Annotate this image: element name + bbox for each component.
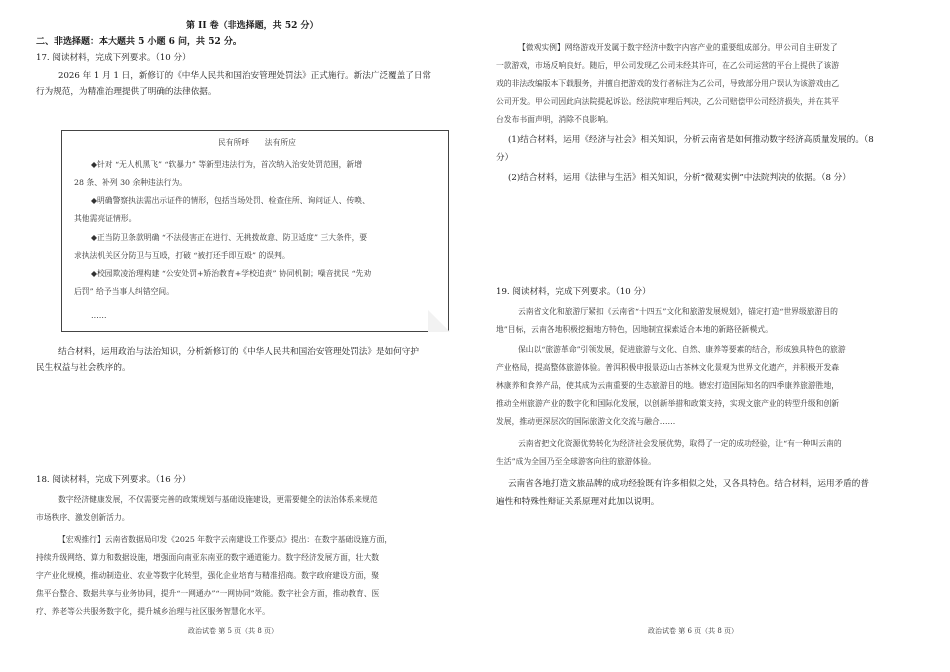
micro-line2: 一款游戏，市场反响良好。随后，甲公司发现乙公司未经其许可，在乙公司运营的平台上提供了该游 bbox=[496, 61, 840, 70]
micro-line5: 台发布书面声明，消除不良影响。 bbox=[496, 115, 613, 124]
q19-p3-line2: 生活”成为全国乃至全球游客向往的旅游体验。 bbox=[496, 457, 656, 466]
q19-p1-line2: 地”目标，云南各地积极挖掘地方特色，因地制宜探索适合本地的新路径新模式。 bbox=[496, 325, 773, 334]
q18-intro-line1: 数字经济健康发展，不仅需要完善的政策规划与基础设施建设，更需要健全的法治体系来规范 bbox=[58, 495, 378, 504]
page-footer-left: 政治试卷 第 5 页（共 8 页） bbox=[188, 627, 279, 635]
q19-p3-line1: 云南省把文化资源优势转化为经济社会发展优势，取得了一定的成功经验，让“有一种叫云南的 bbox=[518, 439, 842, 448]
q17-question-line2: 民生权益与社会秩序的。 bbox=[36, 363, 131, 373]
page-curl-decoration bbox=[428, 310, 450, 332]
q18-heading: 18. 阅读材料，完成下列要求。（16 分） bbox=[36, 475, 191, 485]
q17-intro-line2: 行为规范，为精准治理提供了明确的法律依据。 bbox=[36, 87, 217, 97]
q18-sub2: (2)结合材料，运用《法律与生活》相关知识，分析“微观实例”中法院判决的依据。（8 分） bbox=[508, 173, 851, 183]
box-bullet-1a: ◆针对 “无人机黑飞” “软暴力” 等新型违法行为，首次纳入治安处罚范围，新增 bbox=[91, 160, 363, 169]
q18-macro-line3: 字产业化规模，推动制造业、农业等数字化转型，强化企业培育与精准招商。数字政府建设方面，聚 bbox=[36, 571, 380, 580]
page-footer-right: 政治试卷 第 6 页（共 8 页） bbox=[648, 627, 739, 635]
q18-macro-line4: 焦平台整合、数据共享与业务协同，提升“一网通办”“一网协同”效能。数字社会方面，推动教育、医 bbox=[36, 589, 380, 598]
q18-sub1-line1: (1)结合材料，运用《经济与社会》相关知识，分析云南省是如何推动数字经济高质量发展的。（8 bbox=[508, 135, 874, 145]
q19-question-line2: 遍性和特殊性辩证关系原理对此加以说明。 bbox=[496, 497, 660, 507]
q19-heading: 19. 阅读材料，完成下列要求。（10 分） bbox=[496, 287, 651, 297]
section-title: 第 II 卷（非选择题，共 52 分） bbox=[186, 21, 319, 31]
q19-p2-line2: 产业格局，提高整体旅游体验。普洱积极申报景迈山古茶林文化景观为世界文化遗产，并积极开发森 bbox=[496, 363, 840, 372]
q18-sub1-line2: 分） bbox=[496, 153, 514, 163]
q18-macro-line1: 【宏观推行】云南省数据局印发《2025 年数字云南建设工作要点》提出：在数字基础设施方面， bbox=[58, 535, 393, 544]
box-bullet-2b: 其他需亮证情形。 bbox=[74, 214, 137, 223]
q17-heading: 17. 阅读材料，完成下列要求。（10 分） bbox=[36, 53, 191, 63]
box-ellipsis: …… bbox=[91, 311, 107, 320]
box-bullet-1b: 28 条、补列 30 余种违法行为。 bbox=[74, 178, 188, 187]
q19-p2-line1: 保山以“旅游革命”引领发展，促进旅游与文化、自然、康养等要素的结合，形成独具特色的旅游 bbox=[518, 345, 846, 354]
micro-line3: 戏的非法改编版本下载服务，并擅自把游戏的发行者标注为乙公司，导致部分用户误认为该游戏由乙 bbox=[496, 79, 840, 88]
q17-intro-line1: 2026 年 1 月 1 日，新修订的《中华人民共和国治安管理处罚法》正式施行。新法广泛覆盖了日常 bbox=[58, 71, 432, 81]
q19-p2-line3: 林康养和食养产品，使其成为云南重要的生态旅游目的地。德宏打造国际知名的四季康养旅游胜地， bbox=[496, 381, 840, 390]
box-bullet-4a: ◆校园欺凌治理构建 “公安处罚+矫治教育+学校追责” 协同机制；噪音扰民 “先劝 bbox=[91, 269, 372, 278]
q17-question-line1: 结合材料，运用政治与法治知识，分析新修订的《中华人民共和国治安管理处罚法》是如何守护 bbox=[58, 347, 419, 357]
box-bullet-2a: ◆明确警察执法需出示证件的情形，包括当场处罚、检查住所、询问证人、传唤、 bbox=[91, 196, 370, 205]
micro-line1: 【微观实例】网络游戏开发属于数字经济中数字内容产业的重要组成部分。甲公司自主研发了 bbox=[518, 43, 838, 52]
box-title: 民有所呼 法有所应 bbox=[218, 138, 296, 147]
micro-line4: 公司开发。甲公司因此向法院提起诉讼。经法院审理后判决，乙公司赔偿甲公司经济损失，并在其平 bbox=[496, 97, 840, 106]
box-bullet-3b: 求执法机关区分防卫与互殴，打破 “被打还手即互殴” 的误判。 bbox=[74, 251, 290, 260]
q19-p2-line5: 发展，推动更深层次的国际旅游文化交流与融合…… bbox=[496, 417, 676, 426]
q18-intro-line2: 市场秩序、激发创新活力。 bbox=[36, 513, 130, 522]
q18-macro-line5: 疗、养老等公共服务数字化，提升城乡治理与社区服务智慧化水平。 bbox=[36, 607, 270, 616]
box-bullet-3a: ◆正当防卫条款明确 “不法侵害正在进行、无挑拨故意、防卫适度” 三大条件，要 bbox=[91, 233, 368, 242]
q19-question-line1: 云南省各地打造文旅品牌的成功经验既有许多相似之处，又各具特色。结合材料，运用矛盾的普 bbox=[508, 479, 869, 489]
box-bullet-4b: 后罚” 给予当事人纠错空间。 bbox=[74, 287, 175, 296]
q18-macro-line2: 持续升级网络、算力和数据设施，增强面向南亚东南亚的数字通道能力。数字经济发展方面，壮大数 bbox=[36, 553, 380, 562]
q19-p1-line1: 云南省文化和旅游厅紧扣《云南省“十四五”文化和旅游发展规划》，锚定打造“世界级旅游目的 bbox=[518, 307, 838, 316]
section-subtitle: 二、非选择题：本大题共 5 小题 6 问，共 52 分。 bbox=[36, 37, 242, 47]
q19-p2-line4: 推动全州旅游产业的数字化和国际化发展，以创新举措和政策支持，实现文旅产业的转型升级和创新 bbox=[496, 399, 840, 408]
